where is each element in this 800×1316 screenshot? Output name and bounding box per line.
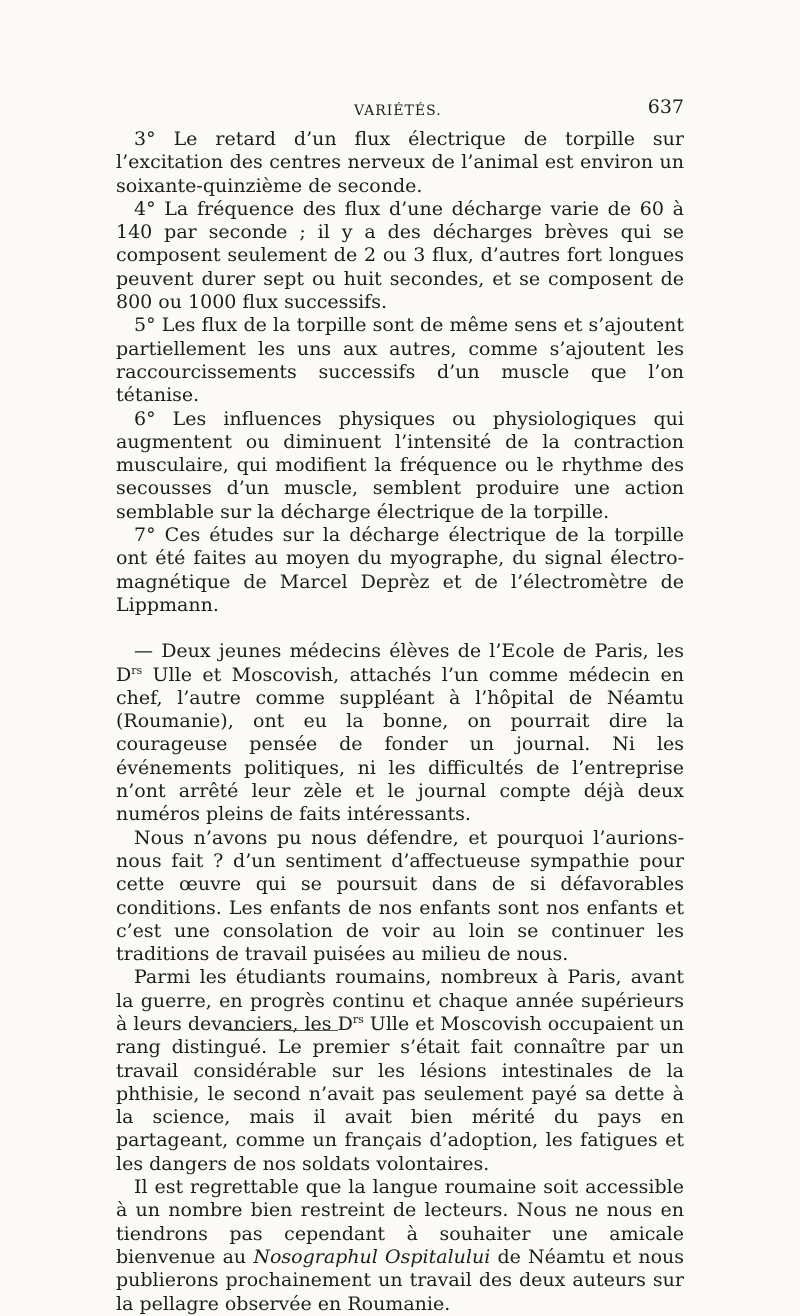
page-number: 637 — [647, 96, 684, 118]
news-paragraph-language — [116, 1176, 684, 1316]
superscript: rs — [131, 663, 143, 677]
text-run: de Néamtu et nous publierons prochainement un travail des deux auteurs sur la pellagre observée en Roumanie. — [116, 1245, 685, 1315]
journal-title: Nosographul Ospitalului — [253, 1245, 491, 1268]
text-run: Parmi les étudiants roumains, nombreux à Paris, avant la guerre, en progrès continu et chaque année supérieurs à leurs devanciers, les D — [116, 966, 684, 1035]
running-head — [116, 96, 684, 120]
page — [116, 96, 684, 1316]
text-run: — Deux jeunes médecins élèves de l’Ecole de Paris, les D — [116, 640, 684, 686]
news-paragraph-students — [116, 966, 684, 1176]
paragraph-3: 3° Le retard d’un flux électrique de torpille sur l’excitation des centres nerveux de l’animal est environ un soixante-quinzième de seconde. — [116, 128, 684, 197]
paragraph-5: 5° Les flux de la torpille sont de même sens et s’ajoutent partiellement les uns aux autres, comme s’ajoutent les raccourcissements successifs d’un muscle que l’on tétanise. — [116, 314, 684, 407]
paragraph-4: 4° La fréquence des flux d’une décharge varie de 60 à 140 par seconde ; il y a des décharges brèves qui se composent seulement de 2 ou 3 flux, d’autres fort longues peuvent durer sept ou huit secondes, et se composent de 800 ou 1000 flux successifs. — [116, 197, 684, 314]
text-run: Ulle et Moscovish occupaient un rang distingué. Le premier s’était fait connaître par un travail considérable sur les lésions intestinales de la phthisie, le second n’avait pas seulement payé sa dette à la science, mais il avait bien mérité du pays en partageant, comme un français d’adoption, les fatigues et les dangers de nos soldats volontaires. — [116, 1012, 684, 1175]
news-paragraph-sympathy: Nous n’avons pu nous défendre, et pourquoi l’aurions-nous fait ? d’un sentiment d’affectueuse sympathie pour cette œuvre qui se poursuit dans de si défavorables conditions. Les enfants de nos enfants sont nos enfants et c’est une consolation de voir au loin se continuer les traditions de travail puisées au milieu de nous. — [116, 826, 684, 966]
superscript: rs — [352, 1012, 364, 1026]
running-title: VARIÉTÉS. — [354, 103, 442, 119]
paragraph-7: 7° Ces études sur la décharge électrique de la torpille ont été faites au moyen du myographe, du signal électro-magnétique de Marcel Deprèz et de l’électromètre de Lippmann. — [116, 524, 684, 616]
news-paragraph-intro — [116, 640, 684, 826]
text-run: Il est regrettable que la langue roumaine soit accessible à un nombre bien restreint de lecteurs. Nous ne nous en tiendrons pas cependant à souhaiter une amicale bienvenue au — [116, 1176, 684, 1268]
text-run: Ulle et Moscovish, attachés l’un comme médecin en chef, l’autre comme suppléant à l’hôpital de Néamtu (Roumanie), ont eu la bonne, on pourrait dire la courageuse pensée de fonder un journal. Ni les événements politiques, ni les difficultés de l’entreprise n’ont arrêté leur zèle et le journal compte déjà deux numéros pleins de faits intéressants. — [116, 663, 684, 826]
paragraph-6: 6° Les influences physiques ou physiologiques qui augmentent ou diminuent l’intensité de la contraction musculaire, qui modifient la fréquence ou le rhythme des secousses d’un muscle, semblent produire une action semblable sur la décharge électrique de la torpille. — [116, 407, 684, 523]
closing-rule — [228, 1030, 338, 1031]
section-gap — [116, 617, 684, 640]
